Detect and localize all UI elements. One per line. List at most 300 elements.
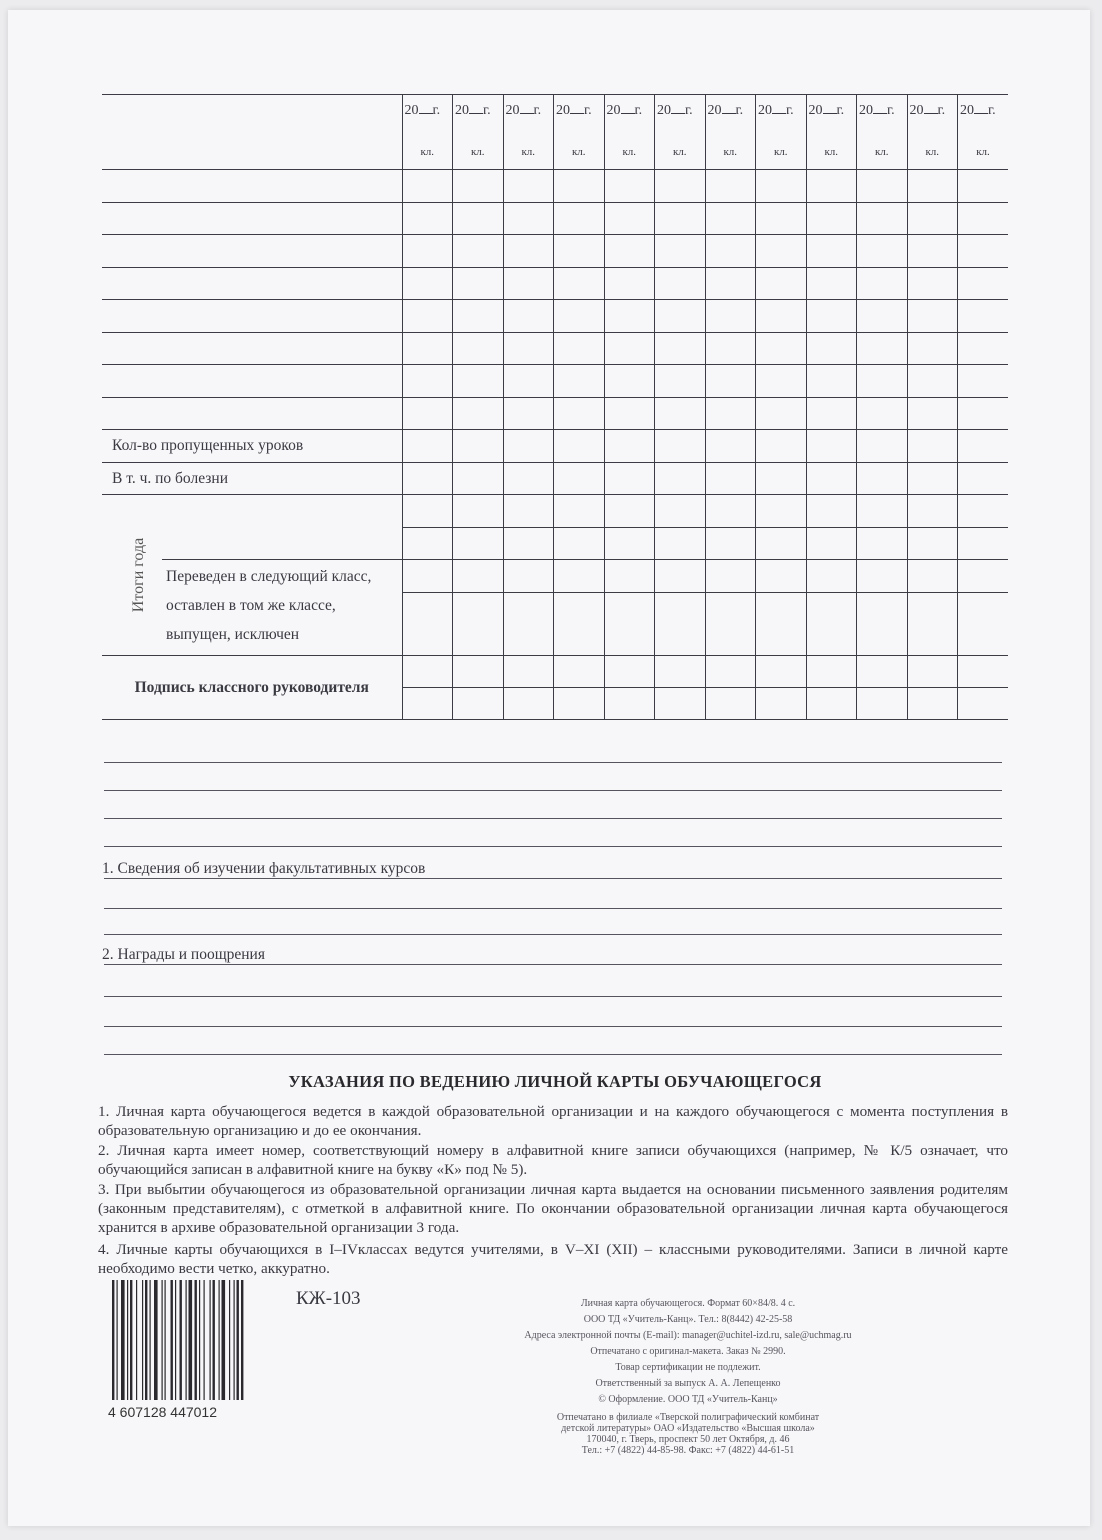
year-header[interactable] bbox=[705, 95, 756, 135]
grade-cell[interactable] bbox=[503, 527, 554, 560]
imprint-block bbox=[408, 1296, 968, 1456]
grade-cell[interactable] bbox=[453, 267, 504, 300]
year-prefix: 20 bbox=[606, 103, 621, 118]
grade-cell[interactable] bbox=[655, 235, 706, 268]
grade-cell[interactable] bbox=[756, 592, 807, 655]
barcode-bar bbox=[136, 1280, 137, 1400]
grade-cell[interactable] bbox=[756, 202, 807, 235]
grade-cell[interactable] bbox=[554, 202, 605, 235]
barcode-bar bbox=[180, 1280, 182, 1400]
grade-cell[interactable] bbox=[453, 202, 504, 235]
grade-cell[interactable] bbox=[604, 688, 655, 720]
grade-cell[interactable] bbox=[604, 655, 655, 688]
year-header[interactable] bbox=[958, 95, 1009, 135]
barcode-bar bbox=[195, 1280, 197, 1400]
grade-cell[interactable] bbox=[907, 462, 958, 495]
sick-label: В т. ч. по болезни bbox=[102, 462, 402, 495]
grade-cell[interactable] bbox=[857, 267, 908, 300]
barcode-bar bbox=[162, 1280, 163, 1400]
grade-cell[interactable] bbox=[554, 688, 605, 720]
blank-line[interactable] bbox=[104, 762, 1002, 763]
grade-cell[interactable] bbox=[453, 688, 504, 720]
year-header[interactable] bbox=[806, 95, 857, 135]
subject-cell[interactable] bbox=[102, 202, 402, 235]
blank-line[interactable] bbox=[104, 1026, 1002, 1027]
grade-cell[interactable] bbox=[857, 397, 908, 430]
grade-cell[interactable] bbox=[655, 397, 706, 430]
grade-cell[interactable] bbox=[503, 655, 554, 688]
grade-cell[interactable] bbox=[806, 365, 857, 398]
grade-cell[interactable] bbox=[806, 430, 857, 463]
year-header[interactable] bbox=[907, 95, 958, 135]
grade-cell[interactable] bbox=[857, 430, 908, 463]
grade-cell[interactable] bbox=[554, 397, 605, 430]
grade-cell[interactable] bbox=[655, 527, 706, 560]
grade-cell[interactable] bbox=[554, 300, 605, 333]
barcode-bar bbox=[112, 1280, 114, 1400]
grade-cell[interactable] bbox=[907, 202, 958, 235]
blank-line[interactable] bbox=[104, 818, 1002, 819]
grade-cell[interactable] bbox=[907, 655, 958, 688]
grade-cell[interactable] bbox=[554, 365, 605, 398]
grade-cell[interactable] bbox=[503, 688, 554, 720]
grade-cell[interactable] bbox=[907, 592, 958, 655]
grade-cell[interactable] bbox=[907, 267, 958, 300]
instruction-item: 3. При выбытии обучающегося из образовательной организации личная карта выдается на основании письменного заявления родителям (законным представителям), с отметкой в алфавитной книге. По окончании образовательной организации личная карта обучающегося хранится в архиве образовательной организации 3 года. bbox=[98, 1181, 1008, 1236]
grade-cell[interactable] bbox=[503, 462, 554, 495]
grade-cell[interactable] bbox=[705, 655, 756, 688]
grade-cell[interactable] bbox=[705, 527, 756, 560]
subject-cell[interactable] bbox=[102, 170, 402, 203]
grade-cell[interactable] bbox=[604, 332, 655, 365]
subject-cell[interactable] bbox=[102, 365, 402, 398]
year-prefix: 20 bbox=[909, 103, 924, 118]
grade-cell[interactable] bbox=[503, 170, 554, 203]
grade-cell[interactable] bbox=[806, 202, 857, 235]
grade-cell[interactable] bbox=[958, 688, 1009, 720]
grade-cell[interactable] bbox=[402, 688, 453, 720]
instruction-item: 4. Личные карты обучающихся в I–IVклассах ведутся учителями, в V–XI (XII) – классными руководителями. Записи в личной карте необходимо вести четко, аккуратно. bbox=[98, 1241, 1008, 1277]
grade-cell[interactable] bbox=[857, 235, 908, 268]
grade-cell[interactable] bbox=[705, 202, 756, 235]
year-header[interactable] bbox=[554, 95, 605, 135]
grade-cell[interactable] bbox=[705, 267, 756, 300]
grade-cell[interactable] bbox=[655, 332, 706, 365]
grade-cell[interactable] bbox=[503, 202, 554, 235]
year-suffix: г. bbox=[483, 103, 491, 118]
grade-cell[interactable] bbox=[453, 655, 504, 688]
grade-cell[interactable] bbox=[604, 170, 655, 203]
grade-cell[interactable] bbox=[402, 235, 453, 268]
grade-cell[interactable] bbox=[705, 462, 756, 495]
grade-cell[interactable] bbox=[756, 655, 807, 688]
grade-cell[interactable] bbox=[554, 495, 605, 528]
grade-cell[interactable] bbox=[907, 430, 958, 463]
year-suffix: г. bbox=[937, 103, 946, 118]
grade-cell[interactable] bbox=[503, 495, 554, 528]
grade-cell[interactable] bbox=[857, 462, 908, 495]
instruction-item: 1. Личная карта обучающегося ведется в каждой образовательной организации и на каждого обучающегося с момента поступления в образовательную организацию и до ее окончания. bbox=[98, 1103, 1008, 1139]
grade-cell[interactable] bbox=[503, 592, 554, 655]
barcode-bar bbox=[142, 1280, 143, 1400]
grade-cell[interactable] bbox=[756, 462, 807, 495]
year-prefix: 20 bbox=[707, 103, 722, 118]
transferred-label: Переведен в следующий класс, оставлен в том же классе, выпущен, исключен bbox=[162, 560, 402, 655]
signature-label: Подпись классного руководителя bbox=[102, 655, 402, 719]
grade-cell[interactable] bbox=[554, 592, 605, 655]
class-header[interactable]: кл. bbox=[907, 134, 958, 170]
grade-cell[interactable] bbox=[402, 560, 453, 593]
barcode-bar bbox=[150, 1280, 151, 1400]
class-header[interactable]: кл. bbox=[604, 134, 655, 170]
grade-cell[interactable] bbox=[554, 462, 605, 495]
blank-line[interactable] bbox=[104, 934, 1002, 935]
electives-line[interactable] bbox=[104, 878, 1002, 879]
blank-line[interactable] bbox=[104, 908, 1002, 909]
imprint-line: © Оформление. ООО ТД «Учитель-Канц» bbox=[598, 1394, 778, 1405]
grade-cell[interactable] bbox=[453, 170, 504, 203]
grade-cell[interactable] bbox=[402, 397, 453, 430]
barcode-number: 4 607128 447012 bbox=[108, 1404, 217, 1420]
grade-cell[interactable] bbox=[604, 430, 655, 463]
printer-line: 170040, г. Тверь, проспект 50 лет Октября, д. 46 bbox=[586, 1434, 790, 1445]
class-header[interactable]: кл. bbox=[958, 134, 1009, 170]
grade-cell[interactable] bbox=[806, 560, 857, 593]
year-suffix: г. bbox=[685, 103, 693, 118]
year-header[interactable] bbox=[453, 95, 504, 135]
grade-cell[interactable] bbox=[604, 527, 655, 560]
barcode-bar bbox=[171, 1280, 173, 1400]
grade-cell[interactable] bbox=[554, 235, 605, 268]
grade-cell[interactable] bbox=[756, 495, 807, 528]
grade-cell[interactable] bbox=[453, 560, 504, 593]
grade-cell[interactable] bbox=[907, 397, 958, 430]
year-suffix: г. bbox=[634, 103, 643, 118]
grade-cell[interactable] bbox=[453, 332, 504, 365]
grade-cell[interactable] bbox=[453, 495, 504, 528]
grade-cell[interactable] bbox=[756, 527, 807, 560]
grade-cell[interactable] bbox=[402, 170, 453, 203]
grade-cell[interactable] bbox=[503, 397, 554, 430]
grade-cell[interactable] bbox=[655, 202, 706, 235]
instruction-item: 2. Личная карта имеет номер, соответствующий номеру в алфавитной книге записи обучающихся (например, № К/5 означает, что обучающийся записан в алфавитной книге на букву «К» под № 5). bbox=[98, 1142, 1008, 1178]
grade-cell[interactable] bbox=[907, 560, 958, 593]
grade-cell[interactable] bbox=[604, 365, 655, 398]
year-header[interactable] bbox=[402, 95, 453, 135]
grade-cell[interactable] bbox=[907, 300, 958, 333]
subject-cell[interactable] bbox=[102, 332, 402, 365]
year-suffix: г. bbox=[533, 103, 542, 118]
grade-cell[interactable] bbox=[958, 462, 1009, 495]
grade-cell[interactable] bbox=[907, 527, 958, 560]
class-header[interactable]: кл. bbox=[554, 134, 605, 170]
barcode-bar bbox=[199, 1280, 200, 1400]
blank-line[interactable] bbox=[104, 846, 1002, 847]
grade-cell[interactable] bbox=[756, 397, 807, 430]
grade-cell[interactable] bbox=[857, 170, 908, 203]
grade-cell[interactable] bbox=[554, 267, 605, 300]
blank-line[interactable] bbox=[104, 1054, 1002, 1055]
grade-cell[interactable] bbox=[554, 655, 605, 688]
grade-cell[interactable] bbox=[958, 202, 1009, 235]
year-header[interactable] bbox=[655, 95, 706, 135]
grade-cell[interactable] bbox=[402, 365, 453, 398]
blank-line[interactable] bbox=[104, 996, 1002, 997]
grade-cell[interactable] bbox=[857, 527, 908, 560]
grade-cell[interactable] bbox=[705, 495, 756, 528]
grade-cell[interactable] bbox=[655, 495, 706, 528]
grade-cell[interactable] bbox=[705, 592, 756, 655]
grade-cell[interactable] bbox=[907, 365, 958, 398]
grade-cell[interactable] bbox=[453, 527, 504, 560]
grade-cell[interactable] bbox=[907, 235, 958, 268]
class-header[interactable]: кл. bbox=[756, 134, 807, 170]
printer-line: Тел.: +7 (4822) 44-85-98. Факс: +7 (4822) 44-61-51 bbox=[581, 1445, 795, 1456]
grade-cell[interactable] bbox=[604, 397, 655, 430]
grade-cell[interactable] bbox=[554, 560, 605, 593]
barcode-bar bbox=[210, 1280, 211, 1400]
grade-cell[interactable] bbox=[503, 430, 554, 463]
subject-cell[interactable] bbox=[102, 397, 402, 430]
grade-cell[interactable] bbox=[705, 688, 756, 720]
grade-cell[interactable] bbox=[453, 235, 504, 268]
header-blank bbox=[102, 95, 402, 135]
grade-cell[interactable] bbox=[756, 560, 807, 593]
grade-cell[interactable] bbox=[655, 462, 706, 495]
imprint-line: Ответственный за выпуск А. А. Лепещенко bbox=[595, 1378, 781, 1389]
barcode-bar bbox=[229, 1280, 230, 1400]
grade-cell[interactable] bbox=[907, 170, 958, 203]
subject-cell[interactable] bbox=[102, 235, 402, 268]
barcode-bar bbox=[219, 1280, 220, 1400]
grade-cell[interactable] bbox=[806, 688, 857, 720]
imprint-line: Адреса электронной почты (E-mail): manager@uchitel-izd.ru, sale@uchmag.ru bbox=[524, 1330, 852, 1341]
grade-cell[interactable] bbox=[402, 300, 453, 333]
barcode-icon bbox=[108, 1280, 284, 1420]
grade-cell[interactable] bbox=[604, 592, 655, 655]
awards-line[interactable] bbox=[104, 964, 1002, 965]
barcode-bar bbox=[165, 1280, 166, 1400]
grade-cell[interactable] bbox=[857, 560, 908, 593]
grade-cell[interactable] bbox=[503, 267, 554, 300]
year-prefix: 20 bbox=[960, 103, 974, 118]
grade-cell[interactable] bbox=[756, 267, 807, 300]
barcode-bar bbox=[213, 1280, 215, 1400]
grade-cell[interactable] bbox=[554, 332, 605, 365]
grade-cell[interactable] bbox=[907, 688, 958, 720]
grade-cell[interactable] bbox=[453, 397, 504, 430]
year-header[interactable] bbox=[857, 95, 908, 135]
grade-cell[interactable] bbox=[806, 332, 857, 365]
grade-cell[interactable] bbox=[907, 495, 958, 528]
year-header[interactable] bbox=[604, 95, 655, 135]
class-header[interactable]: кл. bbox=[705, 134, 756, 170]
grade-cell[interactable] bbox=[756, 235, 807, 268]
grade-cell[interactable] bbox=[705, 560, 756, 593]
grade-cell[interactable] bbox=[958, 170, 1009, 203]
grade-cell[interactable] bbox=[554, 430, 605, 463]
grade-cell[interactable] bbox=[604, 462, 655, 495]
grade-cell[interactable] bbox=[857, 332, 908, 365]
grade-cell[interactable] bbox=[554, 170, 605, 203]
year-prefix: 20 bbox=[505, 103, 520, 118]
grade-cell[interactable] bbox=[958, 397, 1009, 430]
imprint-line: Товар сертификации не подлежит. bbox=[615, 1362, 761, 1373]
grade-cell[interactable] bbox=[857, 300, 908, 333]
grade-cell[interactable] bbox=[806, 655, 857, 688]
grade-cell[interactable] bbox=[402, 462, 453, 495]
year-suffix: г. bbox=[432, 103, 441, 118]
grade-cell[interactable] bbox=[402, 332, 453, 365]
class-header[interactable]: кл. bbox=[402, 134, 453, 170]
grade-cell[interactable] bbox=[453, 462, 504, 495]
grade-cell[interactable] bbox=[655, 688, 706, 720]
grade-cell[interactable] bbox=[453, 592, 504, 655]
class-header[interactable]: кл. bbox=[503, 134, 554, 170]
grade-cell[interactable] bbox=[453, 365, 504, 398]
grade-cell[interactable] bbox=[756, 688, 807, 720]
results-blank bbox=[162, 495, 402, 528]
grade-cell[interactable] bbox=[756, 332, 807, 365]
grade-cell[interactable] bbox=[806, 170, 857, 203]
grade-cell[interactable] bbox=[857, 202, 908, 235]
grade-cell[interactable] bbox=[402, 592, 453, 655]
barcode-bar bbox=[234, 1280, 235, 1400]
class-header[interactable]: кл. bbox=[453, 134, 504, 170]
grade-cell[interactable] bbox=[958, 592, 1009, 655]
year-prefix: 20 bbox=[556, 103, 570, 118]
grade-cell[interactable] bbox=[857, 655, 908, 688]
grade-cell[interactable] bbox=[958, 332, 1009, 365]
grade-cell[interactable] bbox=[503, 560, 554, 593]
grade-cell[interactable] bbox=[958, 560, 1009, 593]
grade-cell[interactable] bbox=[453, 300, 504, 333]
grade-cell[interactable] bbox=[402, 430, 453, 463]
grade-cell[interactable] bbox=[857, 365, 908, 398]
barcode-bar bbox=[130, 1280, 132, 1400]
grade-cell[interactable] bbox=[453, 430, 504, 463]
year-header[interactable] bbox=[503, 95, 554, 135]
missed-lessons-label: Кол-во пропущенных уроков bbox=[102, 430, 402, 463]
barcode-bar bbox=[222, 1280, 226, 1400]
imprint-line: ООО ТД «Учитель-Канц». Тел.: 8(8442) 42-25-58 bbox=[583, 1314, 793, 1325]
year-prefix: 20 bbox=[859, 103, 873, 118]
grade-cell[interactable] bbox=[402, 655, 453, 688]
barcode-bar bbox=[237, 1280, 239, 1400]
grade-cell[interactable] bbox=[806, 527, 857, 560]
blank-line[interactable] bbox=[104, 790, 1002, 791]
grade-cell[interactable] bbox=[705, 365, 756, 398]
grade-cell[interactable] bbox=[958, 365, 1009, 398]
subject-cell[interactable] bbox=[102, 267, 402, 300]
grade-cell[interactable] bbox=[806, 462, 857, 495]
grade-cell[interactable] bbox=[655, 300, 706, 333]
grade-cell[interactable] bbox=[806, 235, 857, 268]
grade-cell[interactable] bbox=[655, 592, 706, 655]
grade-cell[interactable] bbox=[958, 300, 1009, 333]
grade-cell[interactable] bbox=[756, 300, 807, 333]
grade-cell[interactable] bbox=[705, 332, 756, 365]
grade-cell[interactable] bbox=[503, 235, 554, 268]
class-header[interactable]: кл. bbox=[857, 134, 908, 170]
printer-line: детской литературы» ОАО «Издательство «Высшая школа» bbox=[561, 1423, 815, 1434]
grade-cell[interactable] bbox=[806, 267, 857, 300]
grade-cell[interactable] bbox=[604, 202, 655, 235]
grade-cell[interactable] bbox=[604, 495, 655, 528]
grade-cell[interactable] bbox=[806, 495, 857, 528]
grade-cell[interactable] bbox=[604, 560, 655, 593]
grade-cell[interactable] bbox=[857, 688, 908, 720]
grade-cell[interactable] bbox=[705, 300, 756, 333]
grade-cell[interactable] bbox=[655, 365, 706, 398]
grade-cell[interactable] bbox=[402, 527, 453, 560]
grade-cell[interactable] bbox=[958, 267, 1009, 300]
grade-cell[interactable] bbox=[402, 267, 453, 300]
year-header[interactable] bbox=[756, 95, 807, 135]
grade-cell[interactable] bbox=[705, 170, 756, 203]
grade-cell[interactable] bbox=[655, 560, 706, 593]
electives-label: 1. Сведения об изучении факультативных курсов bbox=[102, 860, 431, 878]
grade-cell[interactable] bbox=[402, 495, 453, 528]
grade-cell[interactable] bbox=[958, 655, 1009, 688]
grade-cell[interactable] bbox=[958, 430, 1009, 463]
year-prefix: 20 bbox=[657, 103, 671, 118]
grade-cell[interactable] bbox=[958, 235, 1009, 268]
year-suffix: г. bbox=[836, 103, 845, 118]
barcode-bar bbox=[127, 1280, 128, 1400]
grade-cell[interactable] bbox=[503, 365, 554, 398]
grade-cell[interactable] bbox=[958, 527, 1009, 560]
grade-cell[interactable] bbox=[604, 235, 655, 268]
grade-cell[interactable] bbox=[554, 527, 605, 560]
class-header[interactable]: кл. bbox=[806, 134, 857, 170]
grade-cell[interactable] bbox=[857, 495, 908, 528]
grade-cell[interactable] bbox=[705, 235, 756, 268]
grade-cell[interactable] bbox=[503, 332, 554, 365]
grade-cell[interactable] bbox=[857, 592, 908, 655]
grade-cell[interactable] bbox=[756, 170, 807, 203]
grade-cell[interactable] bbox=[655, 430, 706, 463]
grade-cell[interactable] bbox=[806, 592, 857, 655]
year-suffix: г. bbox=[887, 103, 895, 118]
instructions-title: УКАЗАНИЯ ПО ВЕДЕНИЮ ЛИЧНОЙ КАРТЫ ОБУЧАЮЩЕГОСЯ bbox=[288, 1072, 822, 1091]
product-code: КЖ-103 bbox=[296, 1288, 361, 1309]
grade-cell[interactable] bbox=[907, 332, 958, 365]
grade-cell[interactable] bbox=[756, 430, 807, 463]
subject-cell[interactable] bbox=[102, 300, 402, 333]
class-header[interactable]: кл. bbox=[655, 134, 706, 170]
year-prefix: 20 bbox=[404, 103, 419, 118]
printer-line: Отпечатано в филиале «Тверской полиграфический комбинат bbox=[556, 1412, 820, 1423]
grade-cell[interactable] bbox=[958, 495, 1009, 528]
grade-cell[interactable] bbox=[655, 267, 706, 300]
grade-cell[interactable] bbox=[655, 170, 706, 203]
grade-cell[interactable] bbox=[604, 267, 655, 300]
grade-cell[interactable] bbox=[806, 397, 857, 430]
grade-cell[interactable] bbox=[604, 300, 655, 333]
grade-cell[interactable] bbox=[503, 300, 554, 333]
imprint-line: Личная карта обучающегося. Формат 60×84/8. 4 с. bbox=[580, 1298, 796, 1309]
barcode-bar bbox=[175, 1280, 176, 1400]
grade-cell[interactable] bbox=[806, 300, 857, 333]
grade-cell[interactable] bbox=[655, 655, 706, 688]
grade-cell[interactable] bbox=[705, 397, 756, 430]
grade-cell[interactable] bbox=[402, 202, 453, 235]
imprint-line: Отпечатано с оригинал-макета. Заказ № 2990. bbox=[590, 1346, 786, 1357]
barcode-bar bbox=[117, 1280, 118, 1400]
grade-cell[interactable] bbox=[756, 365, 807, 398]
grade-cell[interactable] bbox=[705, 430, 756, 463]
